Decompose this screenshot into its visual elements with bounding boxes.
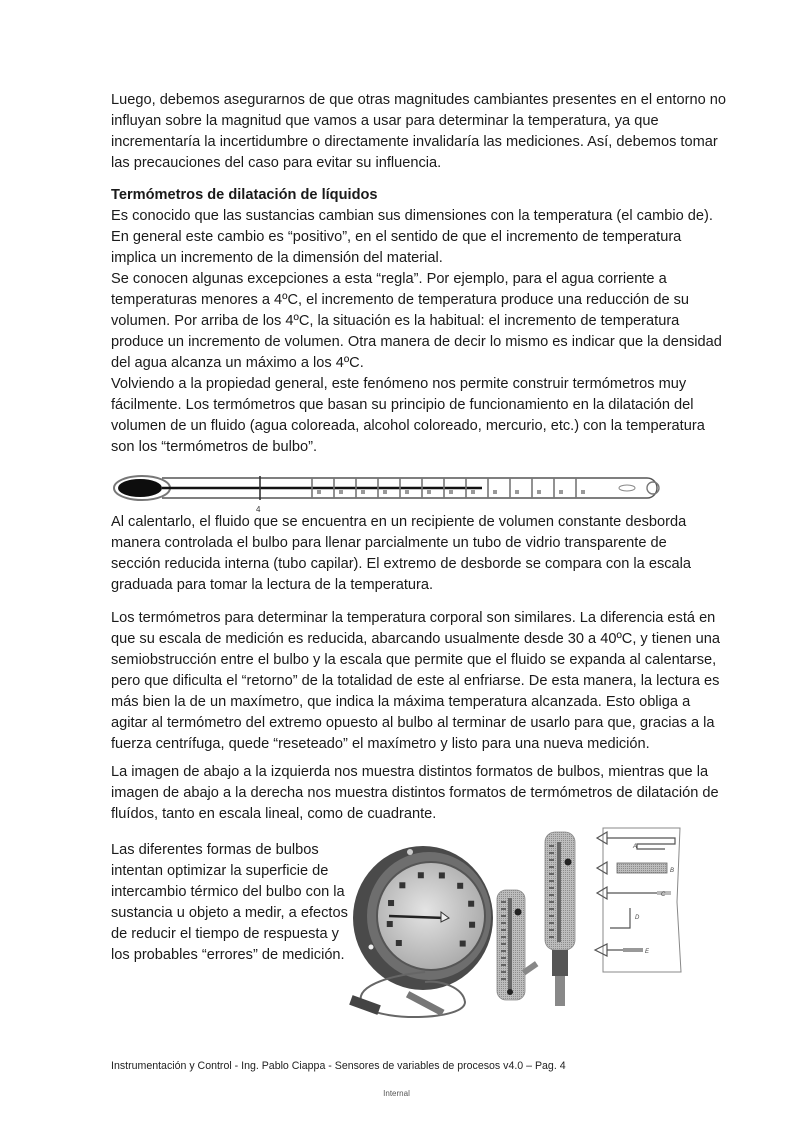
dial-number — [439, 872, 445, 878]
bulb-thermometer-figure — [112, 468, 672, 514]
text-line: más bien la de un maxímetro, que indica la máxima temperatura alcanzada. Esto obliga a — [111, 694, 691, 710]
paragraph-bulb-shapes — [111, 840, 348, 966]
bulb-types-diagram — [595, 828, 681, 972]
text-line: que su escala de medición es reducida, abarcando usualmente desde 30 a 40ºC, y tienen una — [111, 631, 720, 647]
text-line: semiobstrucción entre el bulbo y la escala que permite que el fluido se expanda al calentarse, — [111, 652, 717, 668]
text-line: influyan sobre la magnitud que vamos a usar para determinar la temperatura, ya que — [111, 113, 659, 129]
text-line: En general este cambio es “positivo”, en el sentido de que el incremento de temperatura — [111, 229, 682, 245]
bulb-fluid — [118, 479, 162, 497]
text-line: La imagen de abajo a la izquierda nos muestra distintos formatos de bulbos, mientras que la — [111, 764, 709, 780]
scale-number — [559, 490, 563, 494]
paragraph-clinical-thermometers — [111, 608, 720, 755]
paragraph-bulb-thermometers — [111, 374, 705, 458]
text-line: temperaturas menores a 4ºC, el incremento de temperatura produce una reducción de su — [111, 292, 690, 308]
scale-number — [317, 490, 321, 494]
page-footer: Instrumentación y Control - Ing. Pablo Ciappa - Sensores de variables de procesos v4.0 – Pag. 4 — [111, 1060, 566, 1072]
paragraph-images-intro — [111, 762, 719, 825]
paragraph-influences — [111, 90, 726, 174]
text-line: Luego, debemos asegurarnos de que otras magnitudes cambiantes presentes en el entorno no — [111, 92, 726, 108]
text-line: Las diferentes formas de bulbos — [111, 842, 319, 858]
text-line: Al calentarlo, el fluido que se encuentra en un recipiente de volumen constante desborda — [111, 514, 687, 530]
text-line: las precauciones del caso para evitar su influencia. — [111, 155, 442, 171]
text-line: intercambio térmico del bulbo con la — [111, 884, 345, 900]
text-line: son los “termómetros de bulbo”. — [111, 439, 318, 455]
paragraph-heating — [111, 512, 691, 596]
text-line: fuerza centrífuga, quede “reseteado” el maxímetro y listo para una nueva medición. — [111, 736, 650, 752]
scale-number — [405, 490, 409, 494]
text-line: produce un incremento de volumen. Otra manera de decir lo mismo es indicar que la densidad — [111, 334, 722, 350]
thermometers-figure — [345, 822, 685, 1032]
scale-number — [449, 490, 453, 494]
scale-number — [581, 490, 585, 494]
dial-number — [396, 940, 402, 946]
text-line: manera controlada el bulbo para llenar parcialmente un tubo de vidrio transparente de — [111, 535, 667, 551]
dial-number — [418, 872, 424, 878]
text-line: pero que dificulta el “retorno” de la totalidad de este al enfriarse. De esta manera, la lectura es — [111, 673, 720, 689]
text-line: volumen. Por arriba de los 4ºC, la situación es la habitual: el incremento de temperatura — [111, 313, 680, 329]
scale-number — [339, 490, 343, 494]
dial-number — [457, 883, 463, 889]
text-line: Se conocen algunas excepciones a esta “regla”. Por ejemplo, para el agua corriente a — [111, 271, 667, 287]
text-line: Es conocido que las sustancias cambian sus dimensiones con la temperatura (el cambio de). — [111, 208, 713, 224]
scale-number — [361, 490, 365, 494]
scale-number — [471, 490, 475, 494]
text-line: Los termómetros para determinar la temperatura corporal son similares. La diferencia está en — [111, 610, 716, 626]
bulb-label-b: B — [670, 868, 675, 874]
section-liquid-thermometers — [111, 185, 722, 374]
bulb-label-d: D — [635, 915, 640, 921]
dial-number — [469, 922, 475, 928]
text-line: agitar al termómetro del extremo opuesto al bulbo al terminar de usarlo para que, gracias a la — [111, 715, 715, 731]
text-line: fluídos, tanto en escala lineal, como de cuadrante. — [111, 806, 437, 822]
dial-thermometer — [349, 846, 493, 1017]
text-line: fácilmente. Los termómetros que basan su principio de funcionamiento en la dilatación del — [111, 397, 694, 413]
reference-mark-label: 4 — [256, 505, 261, 514]
text-line: Volviendo a la propiedad general, este fenómeno nos permite construir termómetros muy — [111, 376, 687, 392]
dial-number — [468, 901, 474, 907]
scale-number — [493, 490, 497, 494]
text-line: implica un incremento de la dimensión del material. — [111, 250, 443, 266]
scale-number — [515, 490, 519, 494]
text-line: intentan optimizar la superficie de — [111, 863, 329, 879]
bulb-label-a: A — [633, 844, 638, 850]
dial-number — [460, 941, 466, 947]
text-line: los probables “errores” de medición. — [111, 947, 345, 963]
classification-label: Internal — [383, 1089, 410, 1098]
scale-number — [383, 490, 387, 494]
dial-number — [387, 921, 393, 927]
text-line: sección reducida interna (tubo capilar). El extremo de desborde se compara con la escala — [111, 556, 692, 572]
linear-thermometer-angled — [497, 890, 538, 1000]
dial-number — [399, 882, 405, 888]
dial-number — [388, 900, 394, 906]
expansion-chamber — [619, 485, 635, 491]
sensing-bulb — [406, 991, 445, 1016]
bulb-label-e: E — [645, 949, 650, 955]
text-line: imagen de abajo a la derecha nos muestra distintos formatos de termómetros de dilatación de — [111, 785, 719, 801]
linear-thermometer-straight — [545, 832, 575, 1006]
text-line: de reducir el tiempo de respuesta y — [111, 926, 339, 942]
section-heading: Termómetros de dilatación de líquidos — [111, 187, 378, 203]
text-line: incrementaría la incertidumbre o directamente invalidaría las mediciones. Así, debemos tomar — [111, 134, 718, 150]
text-line: sustancia u objeto a medir, a efectos — [111, 905, 348, 921]
scale-number — [427, 490, 431, 494]
bulb-label-c: C — [661, 892, 666, 898]
text-line: volumen de un fluido (agua coloreada, alcohol coloreado, mercurio, etc.) con la temperatura — [111, 418, 705, 434]
text-line: graduada para tomar la lectura de la temperatura. — [111, 577, 434, 593]
text-line: del agua alcanza un máximo a los 4ºC. — [111, 355, 364, 371]
scale-number — [537, 490, 541, 494]
